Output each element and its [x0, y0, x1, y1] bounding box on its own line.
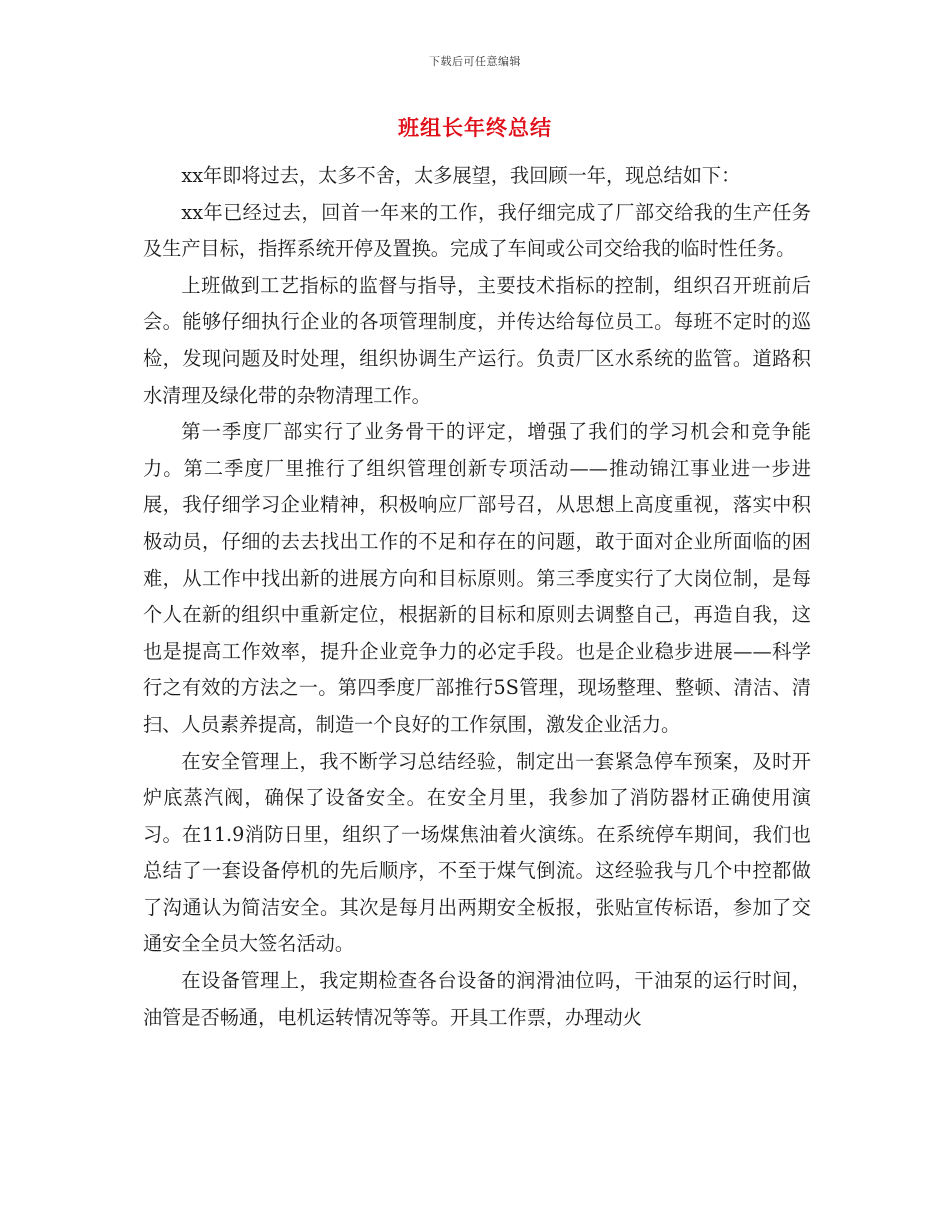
header-note: 下载后可任意编辑 — [429, 55, 521, 68]
paragraph: 在安全管理上，我不断学习总结经验，制定出一套紧急停车预案，及时开炉底蒸汽阀，确保了设备安全。在安全月里，我参加了消防器材正确使用演习。在11.9消防日里，组织了一场煤焦油着火演练。在系统停车期间，我们也总结了一套设备停机的先后顺序，不至于煤气倒流。这经验我与几个中控都做了沟通认为简洁安全。其次是每月出两期安全板报，张贴宣传标语，参加了交通安全全员大签名活动。 — [143, 749, 811, 956]
document-body — [143, 158, 811, 1036]
document-title: 班组长年终总结 — [398, 116, 552, 140]
paragraph: 上班做到工艺指标的监督与指导，主要技术指标的控制，组织召开班前后会。能够仔细执行企业的各项管理制度，并传达给每位员工。每班不定时的巡检，发现问题及时处理，组织协调生产运行。负责厂区水系统的监管。道路积水清理及绿化带的杂物清理工作。 — [143, 273, 811, 407]
paragraph: xx年即将过去，太多不舍，太多展望，我回顾一年，现总结如下： — [181, 164, 741, 187]
paragraph: xx年已经过去，回首一年来的工作，我仔细完成了厂部交给我的生产任务及生产目标，指挥系统开停及置换。完成了车间或公司交给我的临时性任务。 — [143, 200, 811, 261]
paragraph: 第一季度厂部实行了业务骨干的评定，增强了我们的学习机会和竞争能力。第二季度厂里推行了组织管理创新专项活动——推动锦江事业进一步进展，我仔细学习企业精神，积极响应厂部号召，从思想上高度重视，落实中积极动员，仔细的去去找出工作的不足和存在的问题，敢于面对企业所面临的困难，从工作中找出新的进展方向和目标原则。第三季度实行了大岗位制，是每个人在新的组织中重新定位，根据新的目标和原则去调整自己，再造自我，这也是提高工作效率，提升企业竞争力的必定手段。也是企业稳步进展——科学行之有效的方法之一。第四季度厂部推行5S管理，现场整理、整顿、清洁、清扫、人员素养提高，制造一个良好的工作氛围，激发企业活力。 — [143, 420, 811, 736]
paragraph: 在设备管理上，我定期检查各台设备的润滑油位吗，干油泵的运行时间，油管是否畅通，电机运转情况等等。开具工作票，办理动火 — [143, 969, 811, 1029]
